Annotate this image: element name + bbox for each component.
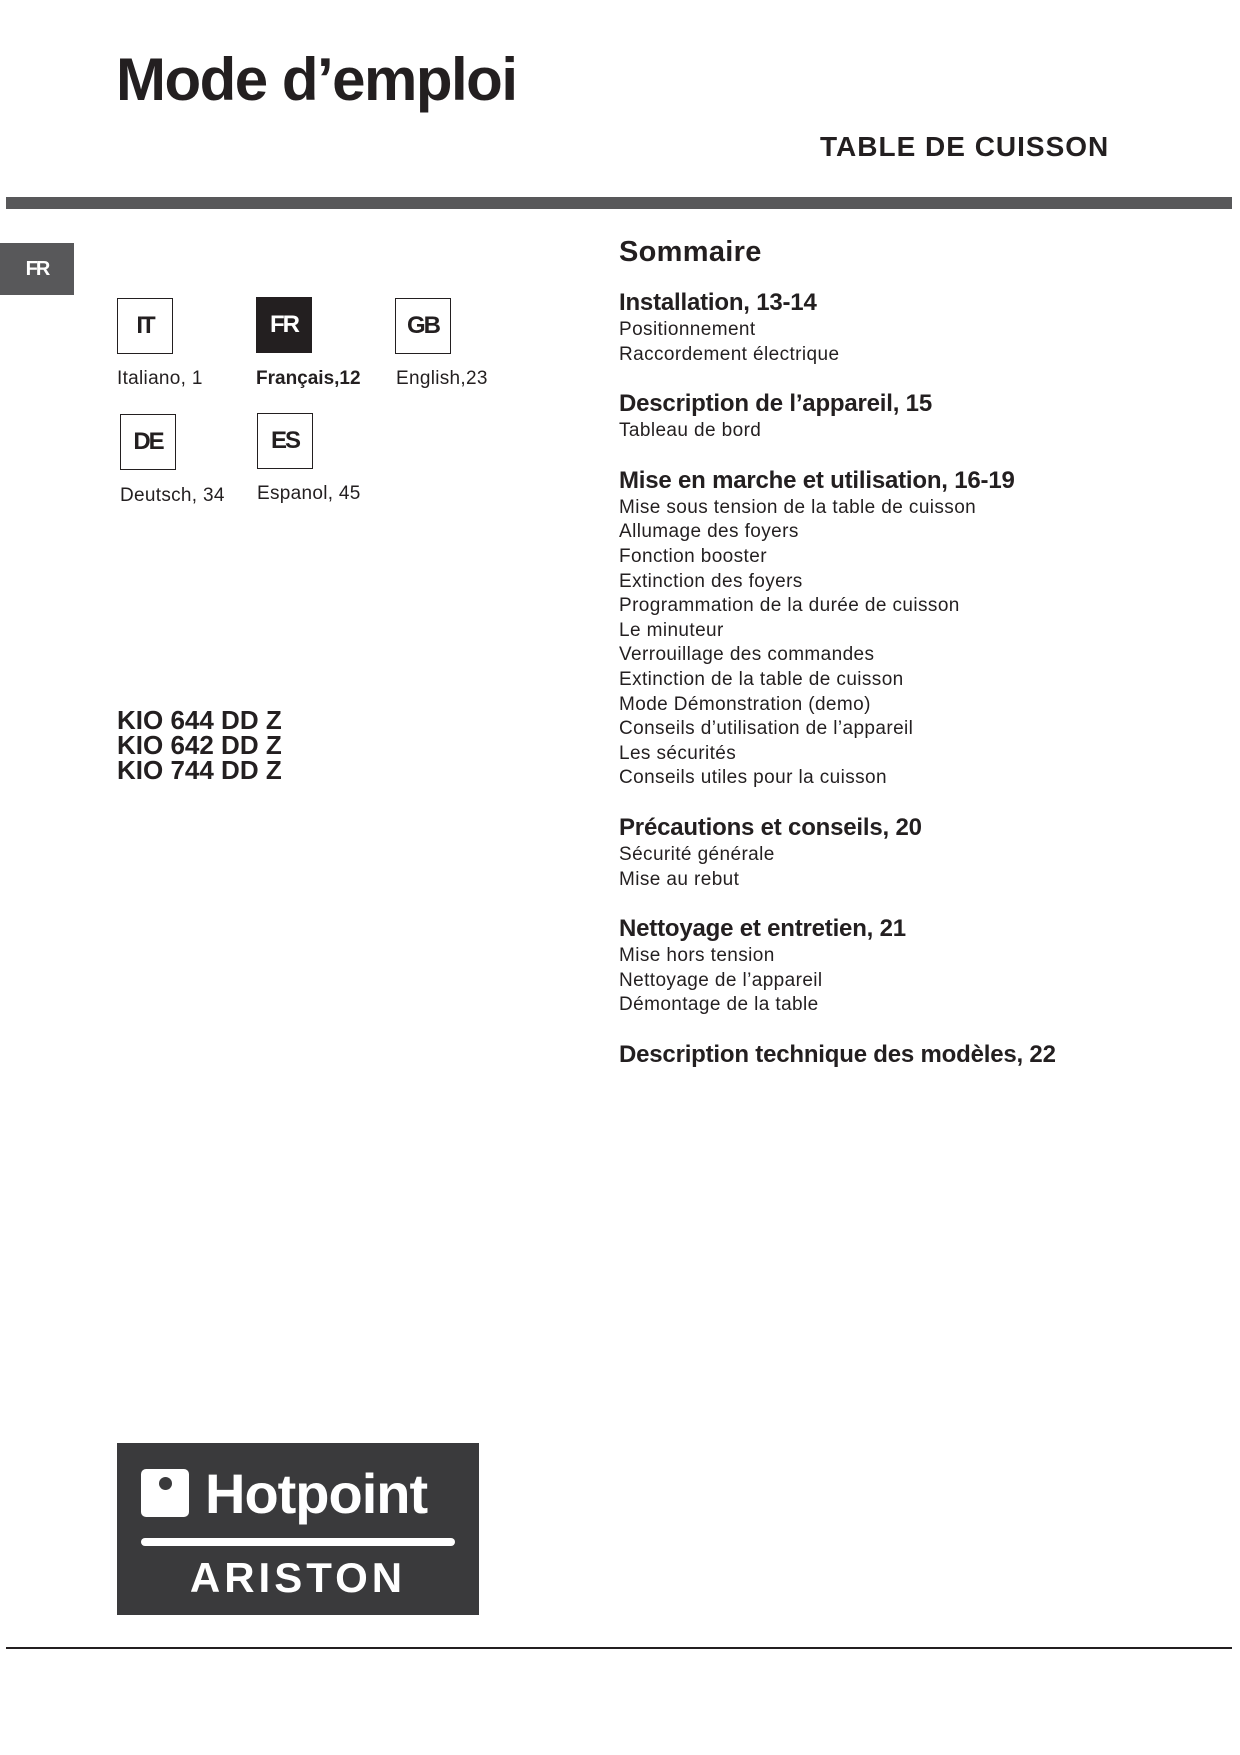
toc-item[interactable]: Mise hors tension [619, 945, 775, 967]
toc-item-list [619, 419, 1209, 444]
language-item-it[interactable] [117, 298, 173, 354]
logo-mark-icon [141, 1469, 189, 1517]
model-name: KIO 744 DD Z [117, 755, 282, 785]
model-name: KIO 644 DD Z [117, 705, 282, 735]
toc-item[interactable]: Démontage de la table [619, 994, 819, 1016]
footer-rule [6, 1647, 1232, 1649]
toc-heading: Sommaire [619, 236, 762, 268]
document-subtitle: TABLE DE CUISSON [820, 131, 1110, 162]
logo-divider [141, 1538, 455, 1546]
toc-item[interactable]: Extinction des foyers [619, 570, 803, 592]
toc-section [619, 914, 1209, 1018]
language-code-box: GB [395, 298, 451, 354]
toc-section [619, 466, 1209, 791]
toc-item[interactable]: Sécurité générale [619, 843, 775, 865]
toc-item[interactable]: Verrouillage des commandes [619, 644, 875, 666]
toc-section [619, 1040, 1209, 1070]
toc-item[interactable]: Extinction de la table de cuisson [619, 668, 904, 690]
toc-item[interactable]: Raccordement électrique [619, 343, 840, 365]
language-code-box: IT [117, 298, 173, 354]
toc-item[interactable]: Mode Démonstration (demo) [619, 693, 871, 715]
toc-section [619, 813, 1209, 892]
model-name: KIO 642 DD Z [117, 730, 282, 760]
toc-item[interactable]: Positionnement [619, 319, 756, 340]
toc-section-title[interactable]: Mise en marche et utilisation, 16-19 [619, 466, 1015, 494]
toc-item[interactable]: Programmation de la durée de cuisson [619, 595, 960, 617]
toc-item-list [619, 843, 1209, 892]
toc-section [619, 288, 1209, 367]
language-code-box: DE [120, 414, 176, 470]
toc-item[interactable]: Tableau de bord [619, 420, 762, 442]
toc-item[interactable]: Les sécurités [619, 742, 737, 764]
language-item-gb[interactable] [395, 298, 451, 354]
header-rule [6, 197, 1232, 209]
toc-section [619, 389, 1209, 444]
toc-item[interactable]: Allumage des foyers [619, 521, 799, 543]
toc-section-title[interactable]: Description de l’appareil, 15 [619, 390, 932, 418]
toc-item[interactable]: Conseils utiles pour la cuisson [619, 767, 887, 789]
logo-brand-top: Hotpoint [205, 1462, 428, 1525]
toc-section-title[interactable]: Description technique des modèles, 22 [619, 1040, 1056, 1068]
toc-item[interactable]: Le minuteur [619, 619, 724, 641]
toc-item[interactable]: Nettoyage de l’appareil [619, 969, 823, 991]
language-code-box: ES [257, 413, 313, 469]
language-label: Italiano, 1 [117, 368, 203, 389]
language-label: Deutsch, 34 [120, 485, 225, 506]
toc-item[interactable]: Mise sous tension de la table de cuisson [619, 496, 977, 518]
toc-item-list [619, 496, 1209, 791]
table-of-contents [619, 234, 1209, 1092]
toc-item[interactable]: Mise au rebut [619, 868, 740, 890]
language-label: Espanol, 45 [257, 483, 361, 504]
language-code-box: FR [256, 297, 312, 353]
model-list [117, 705, 282, 785]
hotpoint-ariston-logo [117, 1443, 479, 1615]
language-label: Français,12 [256, 368, 361, 389]
toc-item-list [619, 944, 1209, 1018]
toc-section-title[interactable]: Nettoyage et entretien, 21 [619, 915, 906, 943]
document-title: Mode d’emploi [116, 46, 517, 113]
language-item-fr[interactable] [256, 297, 312, 353]
toc-item-list [619, 318, 1209, 367]
toc-section-title[interactable]: Installation, 13-14 [619, 289, 817, 316]
language-side-tab: FR [0, 243, 74, 295]
toc-item[interactable]: Conseils d’utilisation de l’appareil [619, 718, 914, 740]
language-item-de[interactable] [120, 414, 176, 470]
logo-brand-bottom: ARISTON [189, 1554, 407, 1601]
toc-item[interactable]: Fonction booster [619, 545, 767, 567]
toc-section-title[interactable]: Précautions et conseils, 20 [619, 813, 922, 841]
language-item-es[interactable] [257, 413, 313, 469]
language-label: English,23 [396, 368, 488, 389]
